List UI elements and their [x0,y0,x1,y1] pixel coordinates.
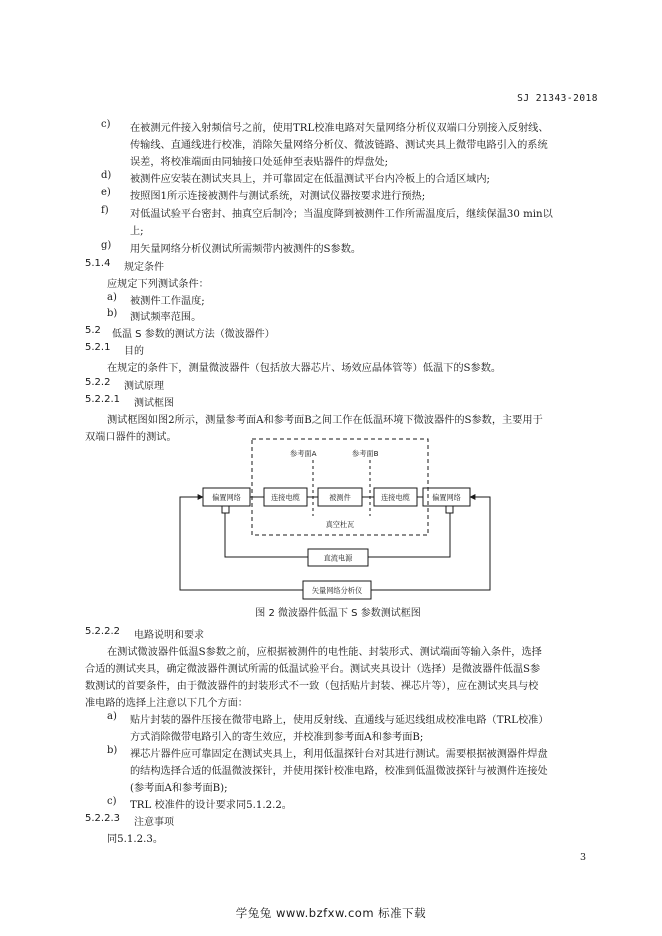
s5-1-4-item-b: 测试频率范围。 [130,312,202,323]
s5-1-4-item-a: 被测件工作温度; [130,296,205,307]
s5-2-2-2-item-c-mark: c) [107,796,117,807]
s5-2-2-2-line-3: 数测试的首要条件，由于微波器件的封装形式不一致（包括贴片封装、裸芯片等），应在测试夹具与校 [85,681,539,692]
ref-b-label: 参考面B [352,449,379,458]
standard-number: SJ 21343-2018 [517,93,598,104]
item-d-mark: d) [101,170,112,181]
item-g-mark: g) [101,240,112,251]
s5-1-4-item-a-mark: a) [107,292,117,303]
bias-left-port [222,506,229,513]
heading-5-2-2-1: 测试框图 [134,398,174,409]
heading-5-2-1-number: 5.2.1 [85,342,111,353]
s5-2-2-2-item-a-mark: a) [107,711,117,722]
s5-2-2-2-item-b-line-1: 裸芯片器件应可靠固定在测试夹具上，利用低温探针台对其进行测试。需要根据被测器件焊盘 [130,749,548,760]
heading-5-1-4: 规定条件 [124,262,164,273]
s5-2-2-2-item-b-mark: b) [107,745,118,756]
cable-left-label: 连接电缆 [271,493,300,502]
heading-5-2-number: 5.2 [85,325,101,336]
item-e-mark: e) [101,187,111,198]
heading-5-2-2-1-number: 5.2.2.1 [85,394,120,405]
item-f-line-2: 上; [130,226,144,237]
s5-2-2-2-item-b-line-3: (参考面A和参考面B); [130,783,228,794]
dut-label: 被测件 [329,493,351,502]
s5-2-2-1-line-1: 测试框图如图2所示，测量参考面A和参考面B之间工作在低温环境下微波器件的S参数，主要用于 [107,415,543,426]
heading-5-2-2-2: 电路说明和要求 [134,630,204,641]
heading-5-2-2: 测试原理 [124,381,164,392]
heading-5-2: 低温 S 参数的测试方法（微波器件） [112,329,275,340]
s5-2-2-2-line-2: 合适的测试夹具，确定微波器件测试所需的低温试验平台。测试夹具设计（选择）是微波器件低温S参 [85,664,541,675]
bias-left-label: 偏置网络 [212,493,241,502]
bias-right-port [446,506,453,513]
item-c-mark: c) [101,119,111,130]
item-d-line-1: 被测件应安装在测试夹具上，并可靠固定在低温测试平台内冷板上的合适区域内; [130,174,490,185]
s5-2-2-2-item-a-line-1: 贴片封装的器件压接在微带电路上，使用反射线、直通线与延迟线组成校准电路（TRL校准） [130,715,549,726]
item-c-line-1: 在被测元件接入射频信号之前，使用TRL校准电路对矢量网络分析仪双端口分别接入反射线、 [130,123,549,134]
s5-2-2-2-item-c-line-1: TRL 校准件的设计要求同5.1.2.2。 [130,800,292,811]
page-number: 3 [579,852,586,863]
dewar-label: 真空杜瓦 [325,520,355,529]
s5-2-2-2-item-b-line-2: 的结构选择合适的低温微波探针，并使用探针校准电路，校准到低温微波探针与被测件连接处 [130,766,548,777]
s5-1-4-intro: 应规定下列测试条件： [107,279,209,290]
item-c-line-2: 传输线、直通线进行校准，消除矢量网络分析仪、微波链路、测试夹具上微带电路引入的系统 [130,140,548,151]
s5-2-2-2-item-a-line-2: 方式消除微带电路引入的寄生效应，并校准到参考面A和参考面B; [130,732,424,743]
item-e-line-1: 按照图1所示连接被测件与测试系统，对测试仪器按要求进行预热; [130,191,426,202]
ref-a-label: 参考面A [290,449,317,458]
bias-right-label: 偏置网络 [432,493,461,502]
s5-1-4-item-b-mark: b) [107,308,118,319]
s5-2-2-3-text: 同5.1.2.3。 [107,834,164,845]
item-f-line-1: 对低温试验平台密封、抽真空后制冷；当温度降到被测件工作所需温度后，继续保温30 min以 [130,209,553,220]
item-g-line-1: 用矢量网络分析仪测试所需频带内被测件的S参数。 [130,244,362,255]
item-c-line-3: 误差，将校准端面由同轴接口处延伸至表贴器件的焊盘处; [130,157,389,168]
footer-watermark[interactable]: 学兔兔 www.bzfxw.com 标准下载 [235,906,427,920]
heading-5-2-1: 目的 [124,346,144,357]
figure-caption: 图 2 微波器件低温下 S 参数测试框图 [255,608,421,619]
s5-2-2-2-line-4: 准电路的选择上注意以下几个方面： [85,698,248,709]
item-f-mark: f) [101,205,109,216]
heading-5-1-4-number: 5.1.4 [85,258,111,269]
dc-supply-label: 直流电源 [323,553,353,563]
heading-5-2-2-2-number: 5.2.2.2 [85,626,120,637]
s5-2-1-text: 在规定的条件下，测量微波器件（包括放大器芯片、场效应晶体管等）低温下的S参数。 [107,363,502,374]
vna-label: 矢量网络分析仪 [311,586,363,595]
s5-2-2-2-line-1: 在测试微波器件低温S参数之前，应根据被测件的电性能、封装形式、测试端面等输入条件，选择 [107,647,542,658]
s5-2-2-1-line-2: 双端口器件的测试。 [85,432,177,443]
cable-right-label: 连接电缆 [381,493,410,502]
heading-5-2-2-number: 5.2.2 [85,377,111,388]
heading-5-2-2-3: 注意事项 [134,817,174,828]
heading-5-2-2-3-number: 5.2.2.3 [85,813,120,824]
